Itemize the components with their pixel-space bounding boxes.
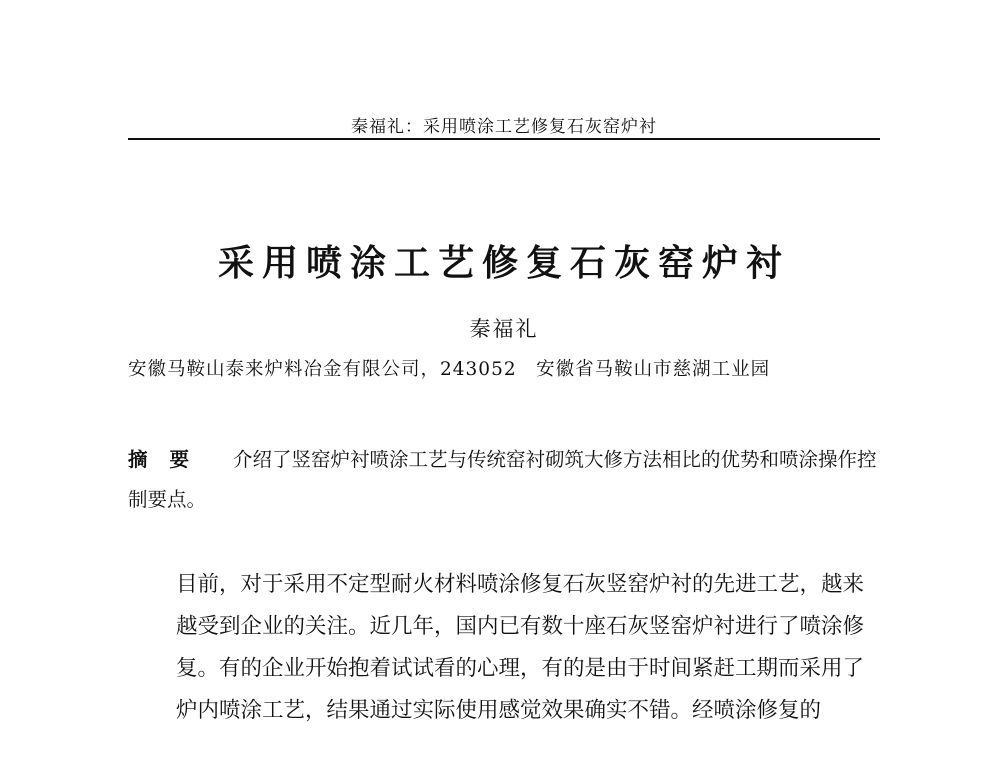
paper-title: 采用喷涂工艺修复石灰窑炉衬	[217, 242, 790, 284]
running-header: 秦福礼：采用喷涂工艺修复石灰窑炉衬	[351, 117, 657, 137]
abstract-text: 介绍了竖窑炉衬喷涂工艺与传统窑衬砌筑大修方法相比的优势和喷涂操作控制要点。	[128, 448, 877, 511]
abstract-label: 摘要	[128, 448, 212, 471]
abstract	[128, 440, 883, 520]
header-rule	[128, 138, 880, 140]
affiliation: 安徽马鞍山泰来炉料冶金有限公司，243052 安徽省马鞍山市慈湖工业园	[128, 359, 771, 380]
body-text	[128, 564, 883, 732]
author: 秦福礼	[469, 317, 539, 341]
body-paragraph: 目前，对于采用不定型耐火材料喷涂修复石灰竖窑炉衬的先进工艺，越来越受到企业的关注。近几年，国内已有数十座石灰竖窑炉衬进行了喷涂修复。有的企业开始抱着试试看的心理，有的是由于时间紧赶工期而采用了炉内喷涂工艺，结果通过实际使用感觉效果确实不错。经喷涂修复的	[176, 572, 865, 723]
